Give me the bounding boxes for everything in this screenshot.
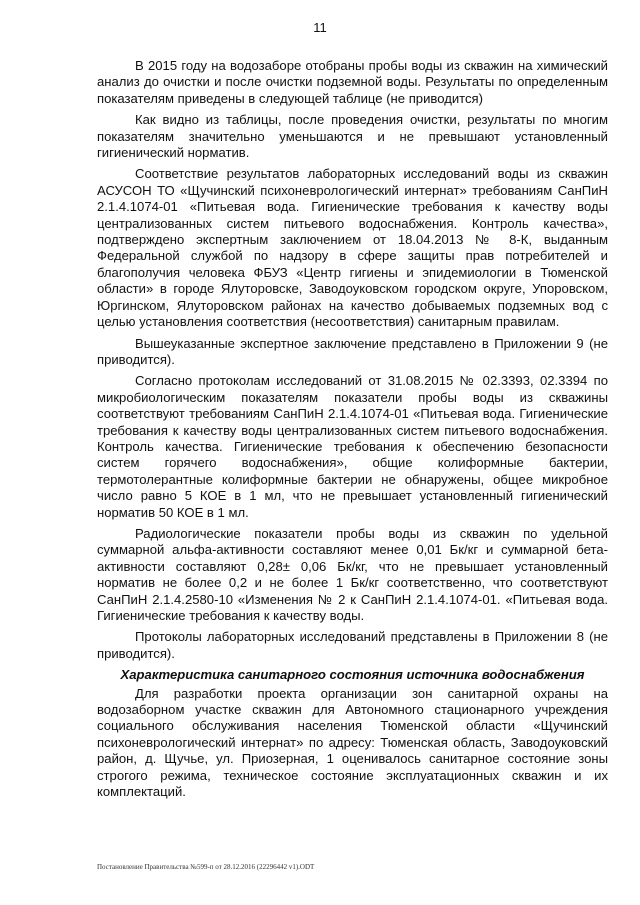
paragraph-sanitary-state: Для разработки проекта организации зон санитарной охраны на водозаборном участке скважин для Автономного стационарного учреждения социального обслуживания населения Тюменской области «Щучинский психоневрологический интернат» по адресу: Тюменская область, Заводоуковский район, д. Щучье, ул. Приозерная, 1 оценивалось санитарное состояние зоны строгого режима, техническое состояние эксплуатационных скважин и их комплектаций. bbox=[97, 685, 608, 800]
paragraph-water-sampling: В 2015 году на водозаборе отобраны пробы воды из скважин на химический анализ до очистки и после очистки подземной воды. Результаты по определенным показателям приведены в следующей таблице (не приводится) bbox=[97, 58, 608, 106]
paragraph-appendix-8: Протоколы лабораторных исследований представлены в Приложении 8 (не приводится). bbox=[97, 629, 608, 661]
paragraph-radiology: Радиологические показатели пробы воды из скважин по удельной суммарной альфа-активности составляют менее 0,01 Бк/кг и суммарной бета-активности составляют 0,28± 0,06 Бк/кг, что не превышает установленный норматив не более 0,2 и не более 1 Бк/кг соответственно, что соответствуют СанПиН 2.1.4.2580-10 «Изменения № 2 к СанПиН 2.1.4.1074-01. «Питьевая вода. Гигиенические требования к качеству воды. bbox=[97, 525, 608, 623]
paragraph-microbiology: Согласно протоколам исследований от 31.08.2015 № 02.3393, 02.3394 по микробиологическим показателям показатели пробы воды из скважины соответствуют требованиям СанПиН 2.1.4.1074-01 «Питьевая вода. Гигиенические требования к качеству воды централизованных систем питьевого водоснабжения. Контроль качества. Гигиенические требования к обеспечению безопасности систем горячего водоснабжения», общие колиформные бактерии, термотолерантные колиформные бактерии не обнаружены, общее микробное число равно 5 КОЕ в 1 мл, что не превышает установленный гигиенический норматив 50 КОЕ в 1 мл. bbox=[97, 373, 608, 520]
section-heading: Характеристика санитарного состояния источника водоснабжения bbox=[120, 667, 585, 683]
paragraph-expert-conclusion: Соответствие результатов лабораторных исследований воды из скважин АСУСОН ТО «Щучинский психоневрологический интернат» требованиям СанПиН 2.1.4.1074-01 «Питьевая вода. Гигиенические требования к качеству воды централизованных систем питьевого водоснабжения. Контроль качества», подтверждено экспертным заключением от 18.04.2013 № 8-К, выданным Федеральной службой по надзору в сфере защиты прав потребителей и благополучия человека ФБУЗ «Центр гигиены и эпидемиологии в Тюменской области» в городе Ялуторовске, Заводоуковском городском округе, Упоровском, Юргинском, Ялуторовском районах на качество добываемых подземных вод с целью установления соответствия (несоответствия) санитарным правилам. bbox=[97, 166, 608, 330]
page-number: 11 bbox=[313, 20, 327, 35]
document-body bbox=[97, 58, 608, 805]
paragraph-appendix-9: Вышеуказанные экспертное заключение представлено в Приложении 9 (не приводится). bbox=[97, 335, 608, 367]
paragraph-table-conclusion: Как видно из таблицы, после проведения очистки, результаты по многим показателям значительно уменьшаются и не превышают установленный гигиенический норматив. bbox=[97, 112, 608, 161]
document-footer: Постановление Правительства №599-п от 28.12.2016 (22296442 v1).ODT bbox=[97, 863, 315, 871]
